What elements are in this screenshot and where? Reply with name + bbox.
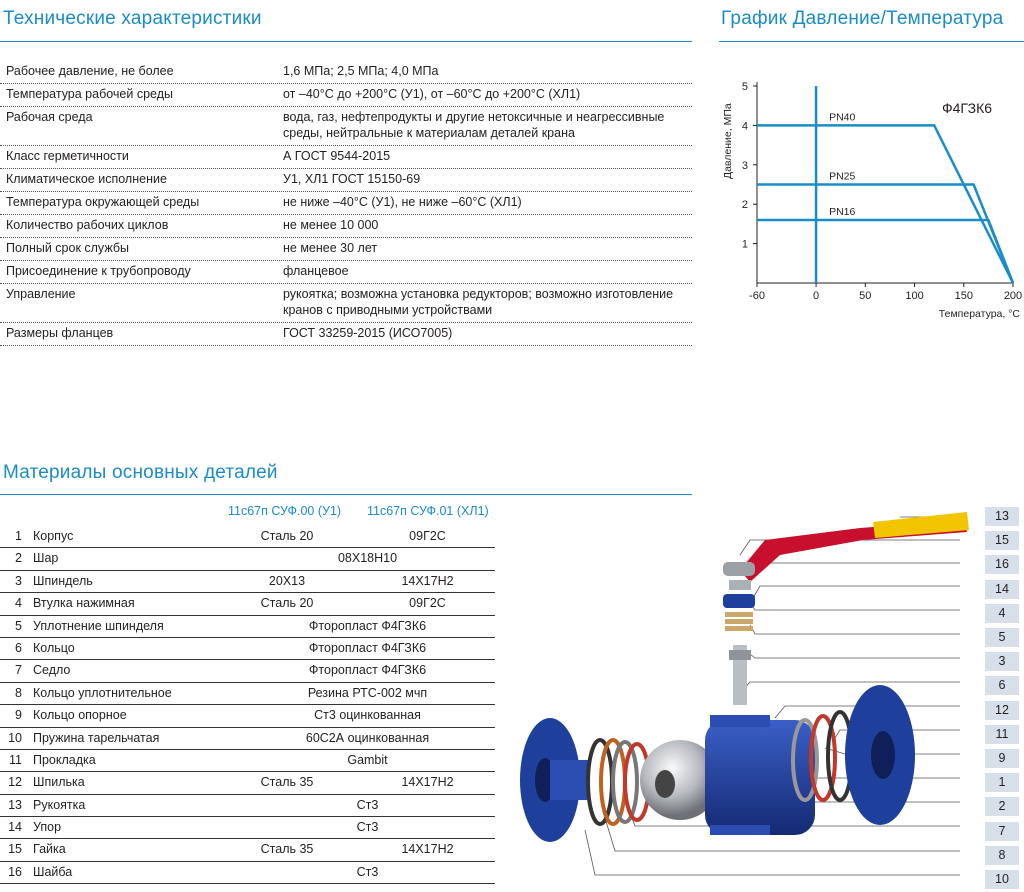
y-axis-label: Давление, МПа <box>722 103 734 180</box>
spec-row <box>0 284 692 323</box>
spec-label: Присоединение к трубопроводу <box>6 264 191 278</box>
specs-title: Технические характеристики <box>3 8 262 29</box>
spec-value: А ГОСТ 9544-2015 <box>283 149 391 163</box>
material-number: 4 <box>15 596 22 611</box>
material-part-name: Упор <box>33 820 62 835</box>
material-part-name: Кольцо опорное <box>33 708 127 723</box>
y-tick-label: 5 <box>741 81 748 93</box>
material-number: 8 <box>15 685 22 700</box>
material-row <box>0 548 495 570</box>
series-line-pn16 <box>757 220 1013 283</box>
material-row <box>0 728 495 750</box>
material-part-name: Гайка <box>33 842 66 857</box>
spec-row <box>0 61 692 84</box>
material-number: 3 <box>15 573 22 588</box>
callout-number: 7 <box>985 822 1019 841</box>
spec-label: Температура окружающей среды <box>6 195 200 209</box>
spec-row <box>0 238 692 261</box>
callout-number: 16 <box>985 555 1019 574</box>
material-label: Ф4ГЗК6 <box>941 100 993 116</box>
material-row <box>0 638 495 660</box>
series-label: PN25 <box>829 170 856 183</box>
material-row <box>0 683 495 705</box>
materials-col-b-header: 11с67п СУФ.01 (ХЛ1) <box>367 504 489 518</box>
material-part-name: Шпилька <box>33 775 85 790</box>
x-tick-label: 0 <box>813 290 820 302</box>
callout-number: 8 <box>985 846 1019 865</box>
materials-title-rule <box>0 494 692 495</box>
spec-value: ГОСТ 33259-2015 (ИСО7005) <box>283 326 453 340</box>
material-row <box>0 839 495 861</box>
spec-row <box>0 169 692 192</box>
material-number: 6 <box>15 640 22 655</box>
callout-number: 6 <box>985 676 1019 695</box>
material-common: Ст3 <box>356 864 379 879</box>
material-row <box>0 795 495 817</box>
callout-number: 3 <box>985 652 1019 671</box>
material-common: 08Х18Н10 <box>337 551 398 566</box>
callout-number: 15 <box>985 531 1019 550</box>
material-row <box>0 526 495 548</box>
x-axis-label: Температура, °С <box>938 308 1020 320</box>
material-number: 7 <box>15 663 22 678</box>
spec-row <box>0 215 692 238</box>
material-part-name: Корпус <box>33 529 74 543</box>
material-part-name: Уплотнение шпинделя <box>33 618 164 633</box>
material-part-name: Шайба <box>33 864 73 879</box>
spec-row <box>0 146 692 169</box>
callout-number: 12 <box>985 701 1019 720</box>
material-number: 11 <box>9 752 22 767</box>
spec-row <box>0 261 692 284</box>
spec-value: вода, газ, нефтепродукты и другие нетоксичные и неагрессивные среды, нейтральные к материалам деталей крана <box>283 110 665 140</box>
material-row <box>0 571 495 593</box>
material-row <box>0 862 495 884</box>
material-row <box>0 817 495 839</box>
material-hl1: 09Г2С <box>409 529 446 543</box>
spec-label: Температура рабочей среды <box>6 87 173 101</box>
spec-row <box>0 107 692 146</box>
valve-exploded-view-illustration <box>505 500 985 892</box>
callout-number: 5 <box>985 628 1019 647</box>
y-tick-label: 2 <box>741 199 748 212</box>
material-number: 2 <box>15 551 22 566</box>
callout-number: 2 <box>985 797 1019 816</box>
series-line-pn40 <box>757 125 1013 283</box>
spec-label: Климатическое исполнение <box>6 172 167 186</box>
x-tick-label: 200 <box>1003 290 1023 302</box>
spec-value: У1, ХЛ1 ГОСТ 15150-69 <box>283 172 421 186</box>
material-number: 15 <box>8 842 22 857</box>
material-part-name: Пружина тарельчатая <box>33 730 160 745</box>
material-common: Фторопласт Ф4ГЗК6 <box>308 618 427 633</box>
material-part-name: Рукоятка <box>33 797 86 812</box>
material-u1: Сталь 20 <box>260 596 314 611</box>
y-tick-label: 1 <box>741 238 748 251</box>
spec-label: Рабочая среда <box>6 110 93 124</box>
spec-label: Класс герметичности <box>6 149 129 163</box>
spec-value: 1,6 МПа; 2,5 МПа; 4,0 МПа <box>283 64 439 78</box>
x-tick-label: 150 <box>954 290 973 302</box>
y-tick-label: 4 <box>741 120 748 133</box>
material-u1: Сталь 35 <box>260 775 314 790</box>
series-line-pn25 <box>757 185 1013 284</box>
spec-row <box>0 192 692 215</box>
material-hl1: 14Х17Н2 <box>401 573 454 588</box>
spec-value: не менее 10 000 <box>283 218 379 232</box>
callout-number: 1 <box>985 773 1019 792</box>
material-part-name: Шар <box>33 551 59 566</box>
callout-number: 14 <box>985 580 1019 599</box>
spec-label: Рабочее давление, не более <box>6 64 174 78</box>
y-tick-label: 3 <box>741 159 748 172</box>
material-hl1: 14Х17Н2 <box>401 775 454 790</box>
x-tick-label: -60 <box>749 290 765 302</box>
material-number: 10 <box>8 730 22 745</box>
material-number: 5 <box>15 618 22 633</box>
specs-title-rule <box>0 41 692 42</box>
material-common: Фторопласт Ф4ГЗК6 <box>308 640 427 655</box>
material-number: 1 <box>15 529 22 543</box>
material-part-name: Кольцо уплотнительное <box>33 685 172 700</box>
spec-value: не менее 30 лет <box>283 241 378 255</box>
series-label: PN40 <box>829 111 856 124</box>
material-part-name: Седло <box>33 663 71 678</box>
material-part-name: Шпиндель <box>33 573 93 588</box>
material-common: Резина РТС-002 мчп <box>307 685 428 700</box>
spec-value: рукоятка; возможна установка редукторов; возможно изготовление кранов с приводными устройствами <box>283 287 674 317</box>
spec-value: не ниже –40°С (У1), не ниже –60°С (ХЛ1) <box>283 195 522 209</box>
materials-title: Материалы основных деталей <box>3 462 278 483</box>
materials-col-a-header: 11с67п СУФ.00 (У1) <box>228 504 342 518</box>
material-row <box>0 750 495 772</box>
callout-number: 4 <box>985 604 1019 623</box>
material-number: 12 <box>8 775 22 790</box>
x-tick-label: 100 <box>905 290 924 302</box>
series-label: PN16 <box>829 205 856 218</box>
chart-title-rule <box>719 41 1024 42</box>
material-hl1: 09Г2С <box>409 596 446 611</box>
x-tick-label: 50 <box>859 290 872 302</box>
material-number: 16 <box>8 864 22 879</box>
pressure-temperature-chart <box>715 70 1024 325</box>
material-u1: 20Х13 <box>268 573 306 588</box>
material-u1: Сталь 35 <box>260 842 314 857</box>
spec-label: Количество рабочих циклов <box>6 218 169 232</box>
specs-table <box>0 61 692 346</box>
material-number: 14 <box>8 820 22 835</box>
material-common: 60С2А оцинкованная <box>305 730 430 745</box>
spec-value: фланцевое <box>283 264 349 278</box>
spec-label: Управление <box>6 287 76 301</box>
callout-number: 13 <box>985 507 1019 526</box>
callout-number: 11 <box>985 725 1019 744</box>
material-part-name: Втулка нажимная <box>33 596 135 611</box>
material-number: 9 <box>15 708 22 723</box>
spec-row <box>0 84 692 107</box>
material-part-name: Кольцо <box>33 640 75 655</box>
material-hl1: 14Х17Н2 <box>401 842 454 857</box>
material-row <box>0 705 495 727</box>
material-common: Ст3 оцинкованная <box>314 708 421 723</box>
material-row <box>0 660 495 682</box>
material-common: Ст3 <box>356 820 379 835</box>
chart-title: График Давление/Температура <box>721 8 1004 29</box>
material-part-name: Прокладка <box>33 752 96 767</box>
material-common: Фторопласт Ф4ГЗК6 <box>308 663 427 678</box>
material-row <box>0 772 495 794</box>
material-number: 13 <box>8 797 22 812</box>
material-row <box>0 593 495 615</box>
material-row <box>0 616 495 638</box>
callout-number: 9 <box>985 749 1019 768</box>
callout-number: 10 <box>985 870 1019 889</box>
spec-row <box>0 323 692 346</box>
material-common: Ст3 <box>356 797 379 812</box>
spec-label: Полный срок службы <box>6 241 129 255</box>
material-common: Gambit <box>347 752 388 767</box>
spec-label: Размеры фланцев <box>6 326 114 340</box>
materials-table <box>0 526 495 884</box>
material-u1: Сталь 20 <box>260 529 314 543</box>
spec-value: от –40°С до +200°С (У1), от –60°С до +200°С (ХЛ1) <box>283 87 581 101</box>
